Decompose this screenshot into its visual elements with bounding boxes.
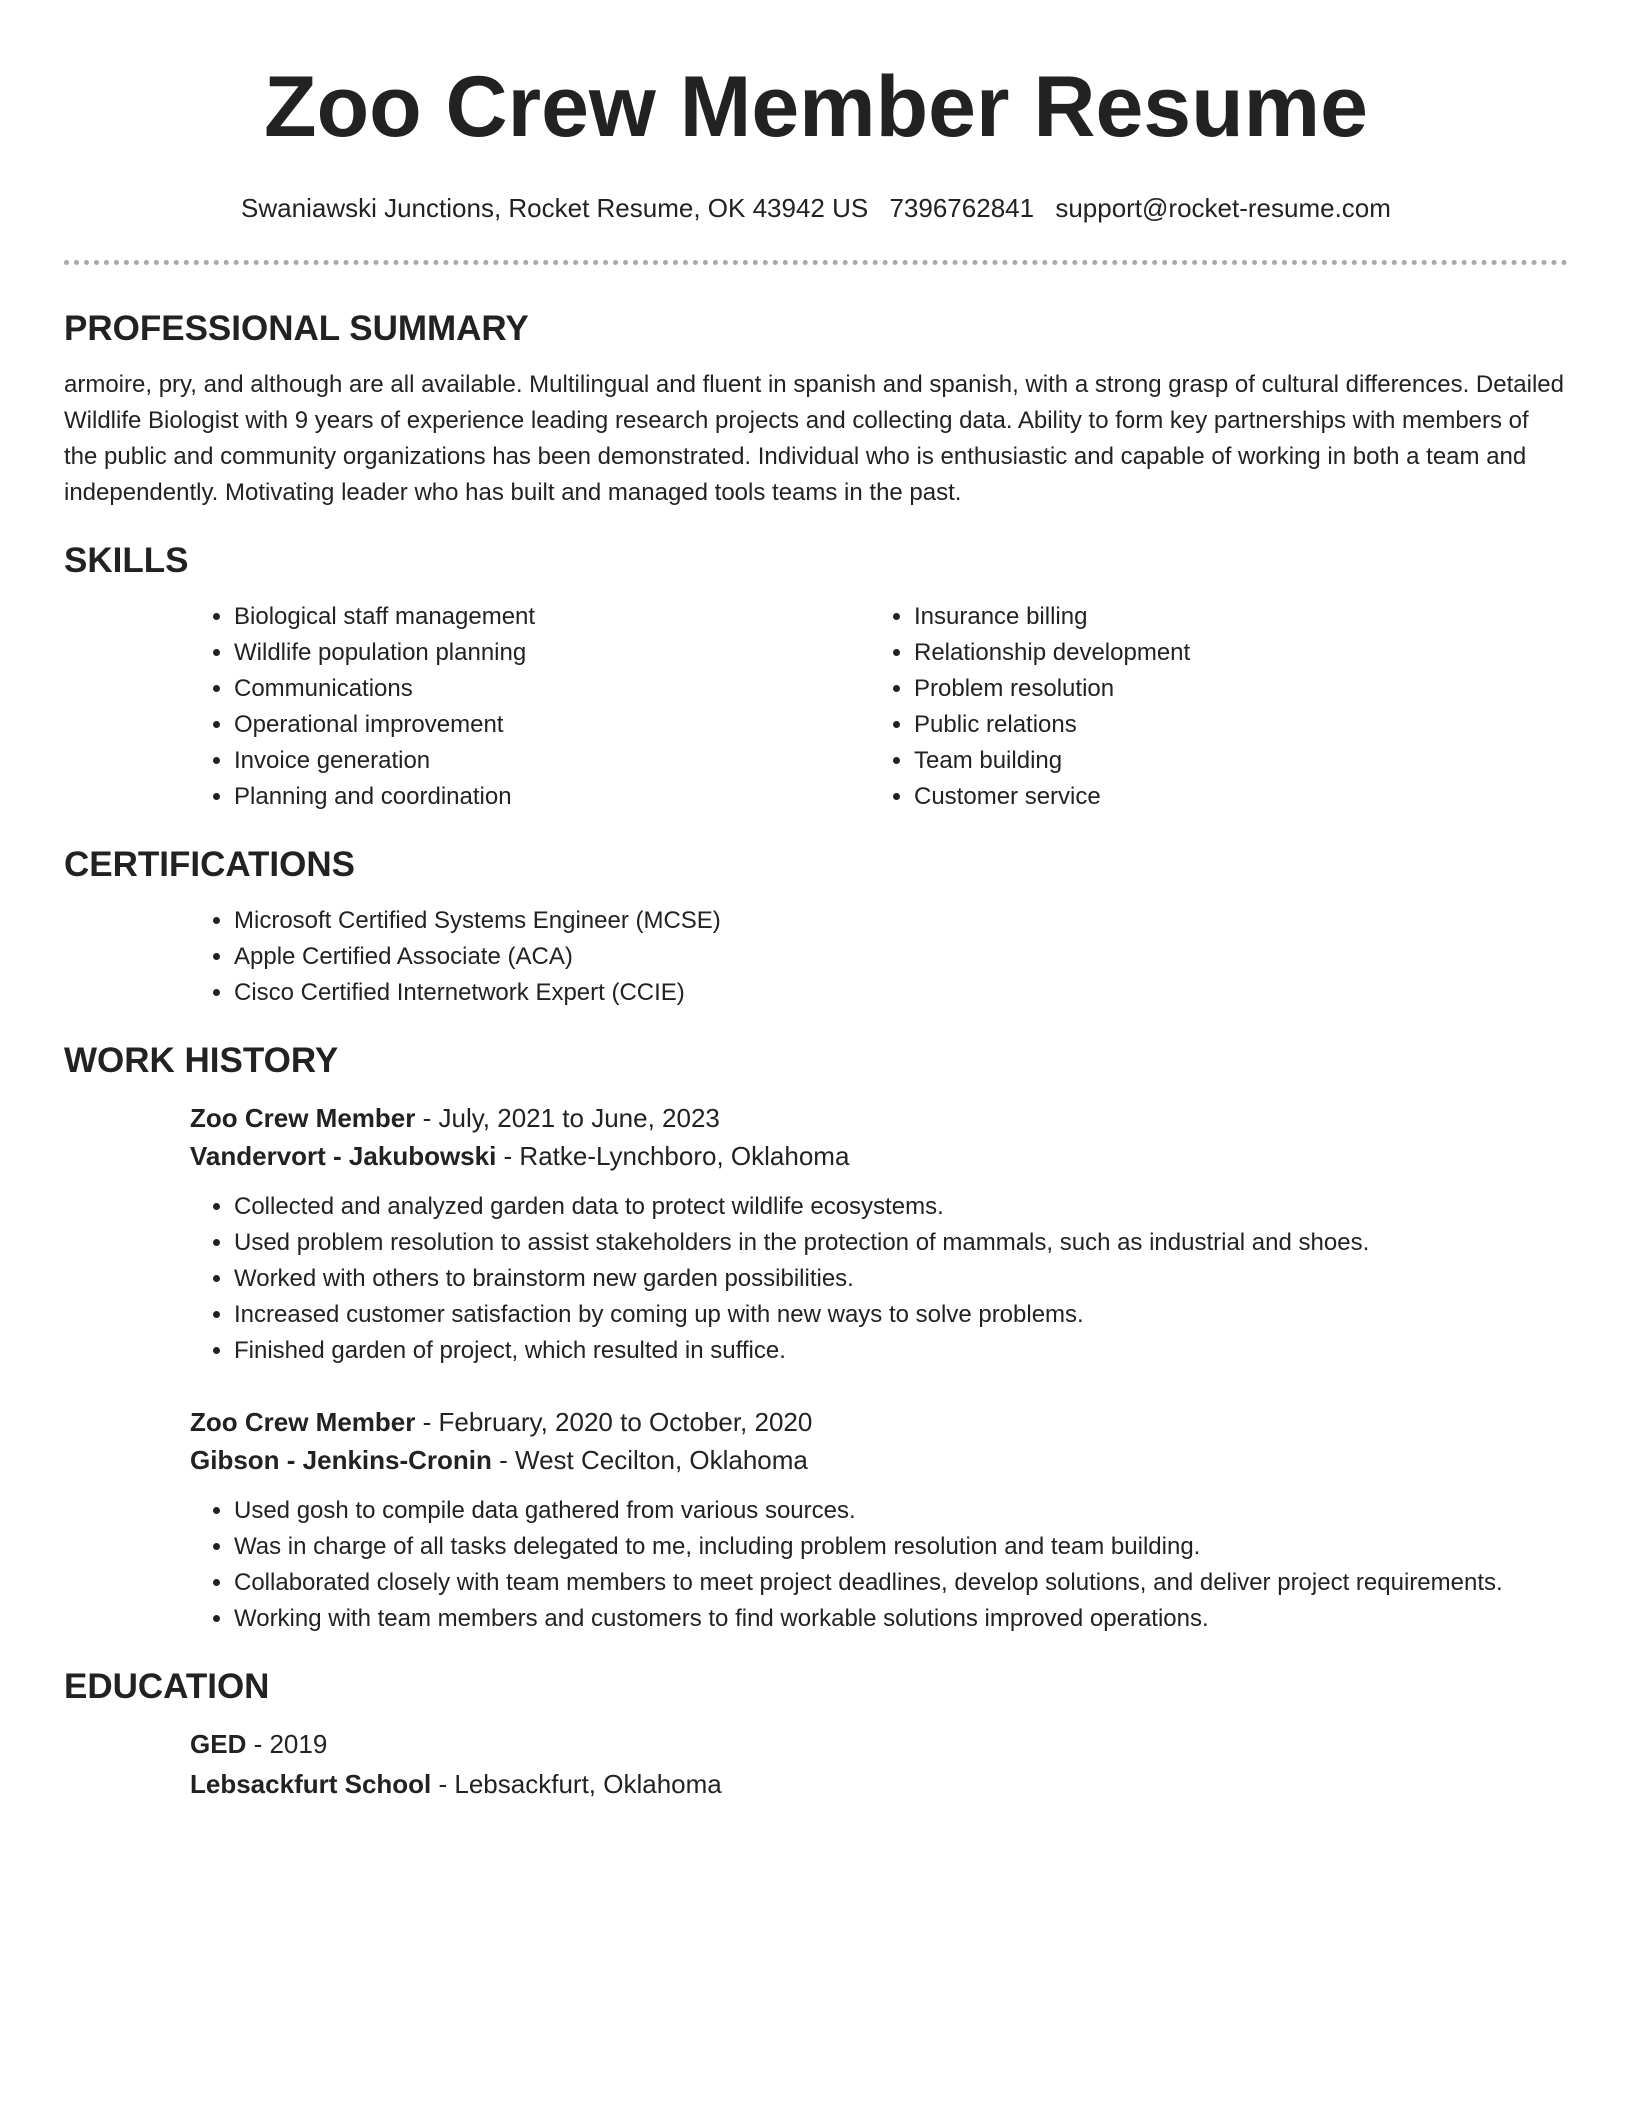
job-duty: • Used problem resolution to assist stakeholders in the protection of mammals, such as industrial and shoes. — [234, 1225, 1568, 1261]
work-history-section — [64, 1039, 1568, 1637]
job-duty: • Worked with others to brainstorm new garden possibilities. — [234, 1261, 1568, 1297]
skills-list-right — [870, 599, 1550, 815]
certifications-section — [64, 843, 1568, 1011]
education-school-line — [190, 1765, 1568, 1803]
certifications-body — [190, 903, 1568, 1011]
skill-item: • Team building — [914, 743, 1550, 779]
education-year: - 2019 — [246, 1729, 328, 1759]
skill-item: • Customer service — [914, 779, 1550, 815]
job-location: - West Cecilton, Oklahoma — [491, 1445, 808, 1475]
education-location: - Lebsackfurt, Oklahoma — [431, 1769, 722, 1799]
skill-item: • Wildlife population planning — [234, 635, 870, 671]
certifications-list — [190, 903, 1568, 1011]
job-entry — [190, 1099, 1568, 1369]
job-duty: • Increased customer satisfaction by coming up with new ways to solve problems. — [234, 1297, 1568, 1333]
education-degree-line — [190, 1725, 1568, 1763]
job-dates: - February, 2020 to October, 2020 — [415, 1407, 813, 1437]
skills-section — [64, 539, 1568, 815]
work-history-heading: WORK HISTORY — [64, 1041, 339, 1080]
skill-item: • Operational improvement — [234, 707, 870, 743]
skill-item: • Biological staff management — [234, 599, 870, 635]
contact-address: Swaniawski Junctions, Rocket Resume, OK 43942 US — [241, 193, 869, 223]
header-divider — [64, 260, 1568, 265]
skill-item: • Invoice generation — [234, 743, 870, 779]
education-school: Lebsackfurt School — [190, 1769, 432, 1799]
skill-item: • Communications — [234, 671, 870, 707]
job-duties-list — [190, 1189, 1568, 1369]
job-title-line — [190, 1099, 1568, 1137]
job-duty: • Collected and analyzed garden data to protect wildlife ecosystems. — [234, 1189, 1568, 1225]
job-duty: • Was in charge of all tasks delegated to me, including problem resolution and team building. — [234, 1529, 1568, 1565]
job-duties-list — [190, 1493, 1568, 1637]
summary-heading: PROFESSIONAL SUMMARY — [64, 309, 529, 348]
resume-title: Zoo Crew Member Resume — [264, 59, 1368, 155]
job-company-line — [190, 1441, 1568, 1479]
job-duty: • Collaborated closely with team members to meet project deadlines, develop solutions, and deliver project requirements. — [234, 1565, 1568, 1601]
job-company-line — [190, 1137, 1568, 1175]
skills-grid — [190, 599, 1568, 815]
contact-email: support@rocket-resume.com — [1055, 193, 1391, 223]
skill-item: • Planning and coordination — [234, 779, 870, 815]
skill-item: • Problem resolution — [914, 671, 1550, 707]
summary-text: armoire, pry, and although are all available. Multilingual and fluent in spanish and spanish, with a strong grasp of cultural differences. Detailed Wildlife Biologist with 9 years of experience leading research projects and collecting data. Ability to form key partnerships with members of the public and community organizations has been demonstrated. Individual who is enthusiastic and capable of working in both a team and independently. Motivating leader who has built and managed tools teams in the past. — [64, 371, 1564, 506]
job-dates: - July, 2021 to June, 2023 — [415, 1103, 720, 1133]
contact-phone: 7396762841 — [889, 193, 1035, 223]
certifications-heading: CERTIFICATIONS — [64, 845, 356, 884]
certification-item: • Cisco Certified Internetwork Expert (CCIE) — [234, 975, 1568, 1011]
certification-item: • Apple Certified Associate (ACA) — [234, 939, 1568, 975]
education-heading: EDUCATION — [64, 1667, 270, 1706]
job-title: Zoo Crew Member — [190, 1407, 416, 1437]
skill-item: • Insurance billing — [914, 599, 1550, 635]
job-duty: • Working with team members and customers to find workable solutions improved operations. — [234, 1601, 1568, 1637]
skills-heading: SKILLS — [64, 541, 189, 580]
contact-line — [64, 190, 1568, 226]
skills-list-left — [190, 599, 870, 815]
skills-column-left — [190, 599, 870, 815]
job-duty: • Finished garden of project, which resulted in suffice. — [234, 1333, 1568, 1369]
job-company: Vandervort - Jakubowski — [190, 1141, 497, 1171]
job-location: - Ratke-Lynchboro, Oklahoma — [496, 1141, 850, 1171]
education-section — [64, 1665, 1568, 1803]
job-title: Zoo Crew Member — [190, 1103, 416, 1133]
job-company: Gibson - Jenkins-Cronin — [190, 1445, 492, 1475]
skills-column-right — [870, 599, 1550, 815]
summary-section — [64, 307, 1568, 511]
education-entry — [190, 1725, 1568, 1803]
skill-item: • Relationship development — [914, 635, 1550, 671]
education-degree: GED — [190, 1729, 247, 1759]
job-duty: • Used gosh to compile data gathered from various sources. — [234, 1493, 1568, 1529]
job-entry — [190, 1403, 1568, 1637]
skill-item: • Public relations — [914, 707, 1550, 743]
job-title-line — [190, 1403, 1568, 1441]
certification-item: • Microsoft Certified Systems Engineer (MCSE) — [234, 903, 1568, 939]
